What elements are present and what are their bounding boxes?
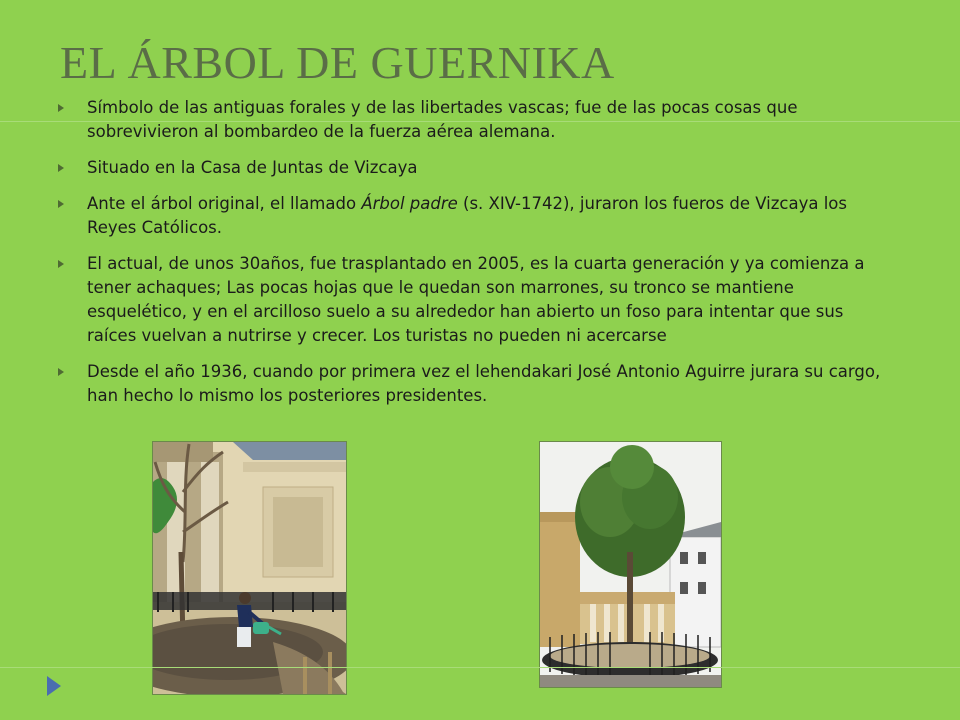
photo-tree-illustration xyxy=(540,442,721,687)
next-slide-arrow-icon[interactable] xyxy=(47,676,61,696)
bullet-item xyxy=(58,360,890,408)
bullet-item xyxy=(58,96,890,144)
bullet-item xyxy=(58,252,890,348)
bullet-list xyxy=(58,96,890,420)
bullet-text-end: (s. XIV-1742), juraron los fueros de Vizcaya los Reyes Católicos. xyxy=(87,194,847,237)
bullet-text-italic: Árbol padre xyxy=(361,194,458,213)
bullet-text: Símbolo de las antiguas forales y de las libertades vascas; fue de las pocas cosas que sobrevivieron al bombardeo de la fuerza aérea alemana. xyxy=(87,98,798,141)
photo-tree-casa-de-juntas xyxy=(539,441,722,688)
triangle-bullet-icon xyxy=(58,368,64,376)
slide-title: EL ÁRBOL DE GUERNIKA xyxy=(60,37,615,88)
bullet-text: Situado en la Casa de Juntas de Vizcaya xyxy=(87,158,418,177)
triangle-bullet-icon xyxy=(58,200,64,208)
photo-gardener-watering-tree xyxy=(152,441,347,695)
bullet-text: Desde el año 1936, cuando por primera vez el lehendakari José Antonio Aguirre jurara su cargo, han hecho lo mismo los posteriores presidentes. xyxy=(87,362,881,405)
bullet-text-start: Ante el árbol original, el llamado xyxy=(87,194,362,213)
triangle-bullet-icon xyxy=(58,260,64,268)
footer-divider xyxy=(0,667,960,668)
bullet-item xyxy=(58,192,890,240)
bullet-text: El actual, de unos 30años, fue trasplantado en 2005, es la cuarta generación y ya comienza a tener achaques; Las pocas hojas que le quedan son marrones, su tronco se mantiene esquelético, y en el arcilloso suelo a su alrededor han abierto un foso para intentar que sus raíces vuelvan a nutrirse y crecer. Los turistas no pueden ni acercarse xyxy=(87,254,865,345)
triangle-bullet-icon xyxy=(58,104,64,112)
photo-gardener-illustration xyxy=(153,442,346,694)
triangle-bullet-icon xyxy=(58,164,64,172)
bullet-item xyxy=(58,156,890,180)
